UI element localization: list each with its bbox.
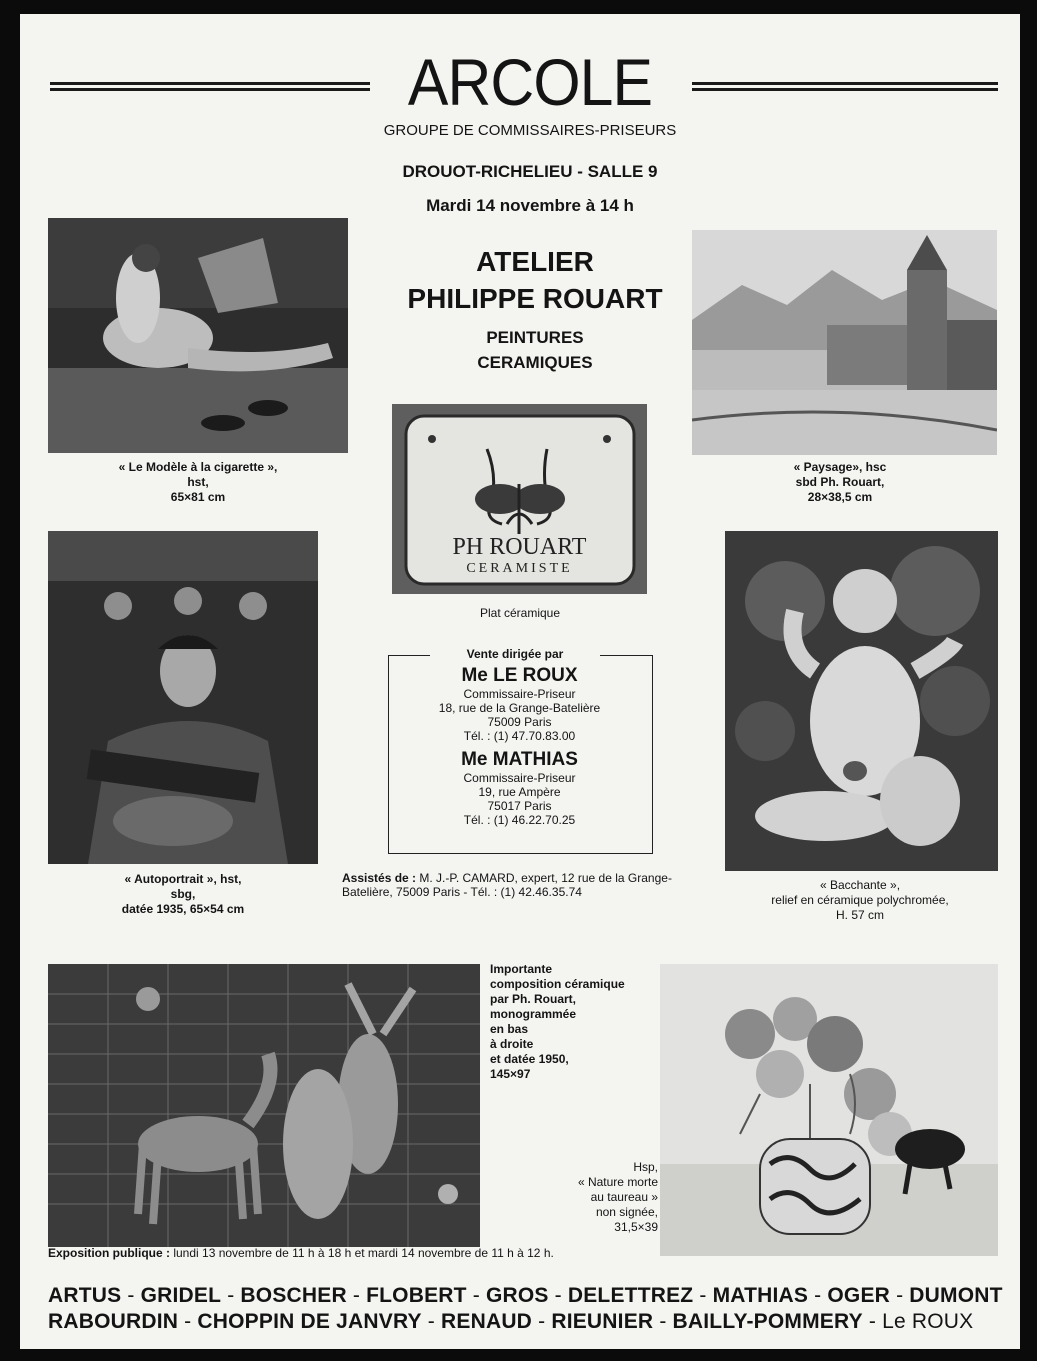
member-separator: -	[808, 1284, 828, 1307]
arcole-logo: ARCOLE	[407, 45, 653, 119]
caption-composition-line3: par Ph. Rouart,	[490, 992, 577, 1006]
auctioneer-2-address2: 75017 Paris	[487, 799, 552, 813]
photo-bacchante	[725, 531, 998, 871]
caption-composition-line6: à droite	[490, 1037, 534, 1051]
auctioneer-2-phone: Tél. : (1) 46.22.70.25	[463, 813, 576, 827]
title-atelier: ATELIER	[476, 246, 594, 277]
assistes-line1: M. J.-P. CAMARD, expert, 12 rue de la Grange-	[419, 871, 672, 885]
assistes-label: Assistés de :	[342, 871, 417, 885]
caption-nature-morte-line2: « Nature morte	[577, 1175, 658, 1189]
member-separator: -	[466, 1284, 486, 1307]
photo-autoportrait	[48, 531, 318, 864]
member-name: GROS	[485, 1284, 549, 1307]
member-separator: -	[653, 1310, 673, 1333]
member-name: BAILLY-POMMERY	[672, 1310, 863, 1333]
caption-modele-line1: « Le Modèle à la cigarette »,	[118, 460, 278, 474]
caption-nature-morte-line3: au taureau »	[590, 1190, 658, 1204]
caption-bacchante-line1: « Bacchante »,	[819, 878, 901, 892]
exposition-text: lundi 13 novembre de 11 h à 18 h et mardi 14 novembre de 11 h à 12 h.	[173, 1246, 554, 1260]
photo-modele-cigarette	[48, 218, 348, 453]
member-separator: -	[178, 1310, 198, 1333]
title-artist: PHILIPPE ROUART	[407, 283, 663, 314]
sale-heading: Vente dirigée par	[430, 647, 600, 661]
photo-composition-ceramique	[48, 964, 480, 1247]
member-separator: -	[221, 1284, 241, 1307]
caption-plat: Plat céramique	[479, 606, 561, 620]
member-separator: -	[890, 1284, 910, 1307]
member-separator: -	[346, 1284, 367, 1307]
caption-composition-line1: Importante	[490, 962, 553, 976]
header-rule-right	[692, 82, 998, 91]
auctioneer-2-address1: 19, rue Ampère	[478, 785, 561, 799]
auctioneer-1-role: Commissaire-Priseur	[463, 687, 576, 701]
photo-paysage	[692, 230, 997, 455]
subtitle-peintures: PEINTURES	[486, 328, 584, 347]
venue: DROUOT-RICHELIEU - SALLE 9	[402, 162, 658, 181]
member-separator: -	[548, 1284, 568, 1307]
caption-modele-line2: hst,	[187, 475, 209, 489]
member-name: RABOURDIN	[48, 1310, 179, 1333]
plate-inscription-line2: CERAMISTE	[466, 561, 573, 576]
auctioneer-2-role: Commissaire-Priseur	[463, 771, 576, 785]
auctioneer-1-address1: 18, rue de la Grange-Batelière	[438, 701, 601, 715]
member-separator: -	[421, 1310, 442, 1333]
member-name: CHOPPIN DE JANVRY	[197, 1310, 422, 1333]
caption-modele-line3: 65×81 cm	[170, 490, 226, 504]
member-separator: -	[121, 1284, 141, 1307]
member-separator: -	[532, 1310, 552, 1333]
sale-date: Mardi 14 novembre à 14 h	[426, 196, 634, 215]
caption-composition-line4: monogrammée	[490, 1007, 577, 1021]
auctioneer-2-name: Me MATHIAS	[461, 749, 578, 770]
auction-poster	[20, 14, 1020, 1349]
member-name: RIEUNIER	[551, 1310, 654, 1333]
subtitle-ceramiques: CERAMIQUES	[477, 353, 593, 372]
assistes-line2: Batelière, 75009 Paris - Tél. : (1) 42.46.35.74	[342, 885, 582, 899]
caption-autoportrait-line2: sbg,	[170, 887, 196, 901]
group-name: GROUPE DE COMMISSAIRES-PRISEURS	[383, 122, 677, 139]
photo-nature-morte	[660, 964, 998, 1256]
member-separator: -	[693, 1284, 713, 1307]
caption-composition-line5: en bas	[490, 1022, 529, 1036]
caption-composition-line8: 145×97	[490, 1067, 531, 1081]
member-name: RENAUD	[441, 1310, 533, 1333]
member-name: GRIDEL	[140, 1284, 222, 1307]
member-name: Le ROUX	[882, 1310, 974, 1333]
caption-nature-morte-line5: 31,5×39	[614, 1220, 658, 1234]
exposition-label: Exposition publique :	[48, 1246, 170, 1260]
member-separator: -	[862, 1310, 883, 1333]
caption-bacchante-line2: relief en céramique polychromée,	[771, 893, 949, 907]
caption-paysage-line3: 28×38,5 cm	[807, 490, 873, 504]
member-name: FLOBERT	[366, 1284, 467, 1307]
auctioneer-1-address2: 75009 Paris	[487, 715, 552, 729]
caption-paysage-line2: sbd Ph. Rouart,	[795, 475, 885, 489]
caption-autoportrait-line3: datée 1935, 65×54 cm	[121, 902, 245, 916]
caption-paysage-line1: « Paysage», hsc	[793, 460, 887, 474]
member-name: OGER	[827, 1284, 891, 1307]
caption-autoportrait-line1: « Autoportrait », hst,	[124, 872, 242, 886]
caption-bacchante-line3: H. 57 cm	[835, 908, 884, 922]
member-name: BOSCHER	[240, 1284, 347, 1307]
caption-nature-morte-line4: non signée,	[595, 1205, 658, 1219]
member-name: MATHIAS	[712, 1284, 809, 1307]
member-name: DELETTREZ	[567, 1284, 694, 1307]
members-line-1	[48, 1284, 1008, 1308]
caption-composition-line7: et datée 1950,	[490, 1052, 569, 1066]
header-rule-left	[50, 82, 370, 91]
members-line-2	[48, 1310, 1008, 1334]
auctioneer-1-name: Me LE ROUX	[461, 665, 578, 686]
caption-nature-morte-line1: Hsp,	[633, 1160, 658, 1174]
member-name: DUMONT	[909, 1284, 1003, 1307]
member-name: ARTUS	[48, 1284, 122, 1307]
auctioneer-1-phone: Tél. : (1) 47.70.83.00	[463, 729, 576, 743]
plate-inscription-line1: PH ROUART	[452, 534, 587, 560]
caption-composition-line2: composition céramique	[490, 977, 625, 991]
